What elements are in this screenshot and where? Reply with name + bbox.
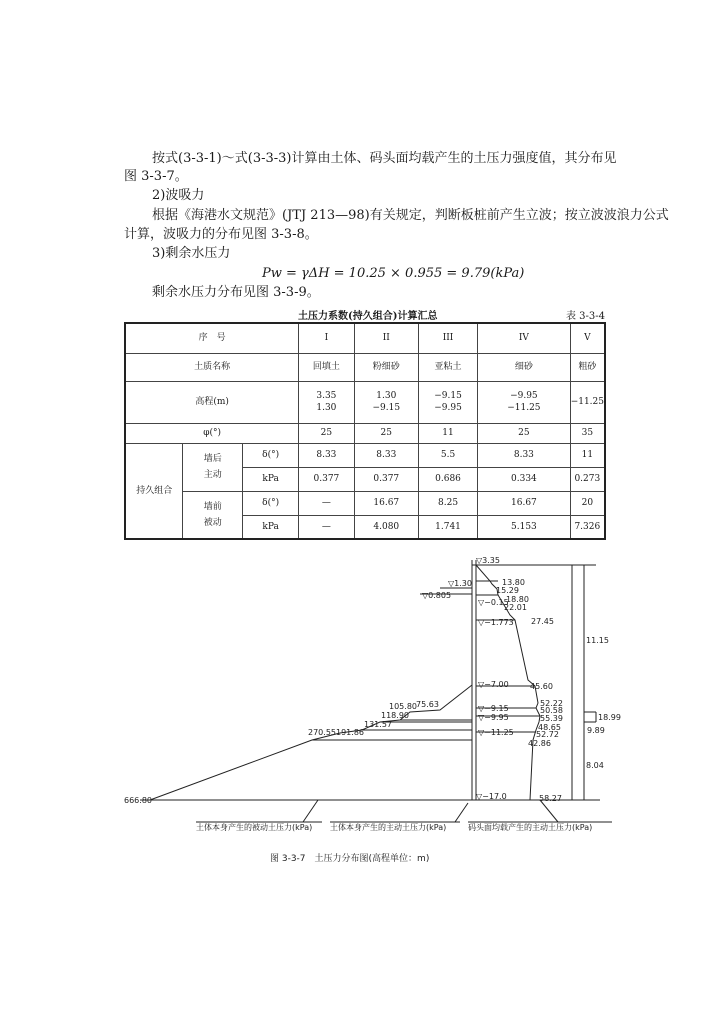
- table-cell: 亚粘土: [418, 353, 477, 381]
- table-cell: 35: [570, 423, 605, 443]
- table-cell: 8.33: [354, 443, 418, 467]
- table-cell: 25: [354, 423, 418, 443]
- elevation-label: ▽3.35: [476, 556, 500, 565]
- table-cell: 0.334: [478, 467, 571, 491]
- table-cell: 高程(m): [125, 381, 299, 423]
- table-cell: −9.15 −9.95: [418, 381, 477, 423]
- value-label: 191.86: [336, 728, 364, 737]
- value-label: 118.90: [381, 711, 409, 720]
- table-cell: kPa: [243, 467, 299, 491]
- table-cell: III: [418, 323, 477, 353]
- elevation-label: ▽1.30: [448, 579, 472, 588]
- paragraph-text: 按式(3-3-1)～式(3-3-3)计算由土体、码头面均载产生的土压力强度值，其分布见: [152, 151, 617, 166]
- table-cell: 粗砂: [570, 353, 605, 381]
- paragraph-text: 剩余水压力分布见图 3-3-9。: [152, 285, 320, 300]
- value-label: 75.63: [416, 700, 439, 709]
- table-cell: 4.080: [354, 515, 418, 539]
- value-label: 27.45: [531, 617, 554, 626]
- table-cell: δ(°): [243, 443, 299, 467]
- legend-label-active: 土体本身产生的主动土压力(kPa): [330, 823, 447, 832]
- table-cell: 土质名称: [125, 353, 299, 381]
- value-label: 105.80: [389, 702, 417, 711]
- value-label: 50.58: [540, 706, 563, 715]
- legend-label-surcharge: 码头面均载产生的主动土压力(kPa): [468, 823, 593, 832]
- paragraph-text: 图 3-3-7。: [124, 169, 188, 184]
- section-heading: 3)剩余水压力: [152, 246, 231, 261]
- table-cell: 7.326: [570, 515, 605, 539]
- table-cell: —: [299, 515, 354, 539]
- elevation-label: ▽−7.00: [478, 680, 509, 689]
- value-label: 22.01: [504, 603, 527, 612]
- table-cell: 5.153: [478, 515, 571, 539]
- value-label: 8.04: [586, 761, 604, 770]
- elevation-label: ▽−9.95: [478, 713, 509, 722]
- surcharge-pressure-block: [572, 565, 584, 800]
- table-cell: 0.377: [299, 467, 354, 491]
- elevation-label: ▽−17.0: [476, 792, 507, 801]
- table-cell: —: [299, 491, 354, 515]
- value-label: 45.60: [530, 682, 553, 691]
- table-cell: 回填土: [299, 353, 354, 381]
- table-cell: 8.25: [418, 491, 477, 515]
- table-cell: 1.741: [418, 515, 477, 539]
- paragraph-text: 根据《海港水文规范》(JTJ 213—98)有关规定，判断板桩前产生立波；按立波波浪力公式: [152, 208, 669, 223]
- table-cell: 细砂: [478, 353, 571, 381]
- table-cell: kPa: [243, 515, 299, 539]
- table-cell: δ(°): [243, 491, 299, 515]
- table-cell: 20: [570, 491, 605, 515]
- value-label: 42.86: [528, 739, 551, 748]
- value-label: 52.22: [540, 699, 563, 708]
- section-heading: 2)波吸力: [152, 188, 205, 203]
- elevation-label: ▽−9.15: [478, 704, 509, 713]
- legend-label-passive: 土体本身产生的被动土压力(kPa): [196, 823, 313, 832]
- table-cell: 3.35 1.30: [299, 381, 354, 423]
- table-cell: 粉细砂: [354, 353, 418, 381]
- paragraph-text: 计算，波吸力的分布见图 3-3-8。: [124, 227, 318, 242]
- value-label: 666.80: [124, 796, 152, 805]
- table-cell: I: [299, 323, 354, 353]
- value-label: 58.27: [539, 794, 562, 803]
- table-cell: 持久组合: [125, 443, 183, 539]
- table-cell: 16.67: [478, 491, 571, 515]
- elevation-label: ▽−11.25: [478, 728, 514, 737]
- value-label: 15.29: [496, 586, 519, 595]
- elevation-label: ▽−1.773: [478, 618, 514, 627]
- formula: Pw = γΔH = 10.25 × 0.955 = 9.79(kPa): [262, 266, 525, 281]
- value-label: 18.80: [506, 595, 529, 604]
- table-cell: 11: [570, 443, 605, 467]
- value-label: 52.72: [536, 730, 559, 739]
- table-cell: V: [570, 323, 605, 353]
- table-cell: 0.686: [418, 467, 477, 491]
- table-cell: 0.377: [354, 467, 418, 491]
- elevation-label: ▽0.805: [422, 591, 452, 600]
- table-cell: 墙后 主动: [183, 443, 243, 491]
- value-label: 48.65: [538, 723, 561, 732]
- table-cell: 16.67: [354, 491, 418, 515]
- value-label: 18.99: [598, 713, 621, 722]
- table-cell: 序 号: [125, 323, 299, 353]
- table-cell: −9.95 −11.25: [478, 381, 571, 423]
- table-cell: 25: [299, 423, 354, 443]
- table-cell: II: [354, 323, 418, 353]
- value-label: 9.89: [587, 726, 605, 735]
- table-cell: 8.33: [478, 443, 571, 467]
- table-cell: 11: [418, 423, 477, 443]
- table-cell: 25: [478, 423, 571, 443]
- figure-caption: 图 3-3-7 土压力分布图(高程单位：m): [270, 854, 430, 864]
- table-cell: 8.33: [299, 443, 354, 467]
- table-cell: 0.273: [570, 467, 605, 491]
- value-label: 270.55: [308, 728, 336, 737]
- table-title: 土压力系数(持久组合)计算汇总: [298, 311, 438, 322]
- table-cell: 5.5: [418, 443, 477, 467]
- elevation-label: ▽−0.15: [478, 598, 509, 607]
- table-cell: 墙前 被动: [183, 491, 243, 539]
- value-label: 11.15: [586, 636, 609, 645]
- value-label: 131.57: [364, 720, 392, 729]
- table-cell: −11.25: [570, 381, 605, 423]
- value-label: 55.39: [540, 714, 563, 723]
- table-cell: φ(°): [125, 423, 299, 443]
- table-cell: 1.30 −9.15: [354, 381, 418, 423]
- table-cell: IV: [478, 323, 571, 353]
- table-number: 表 3-3-4: [566, 311, 606, 322]
- value-label: 13.80: [502, 578, 525, 587]
